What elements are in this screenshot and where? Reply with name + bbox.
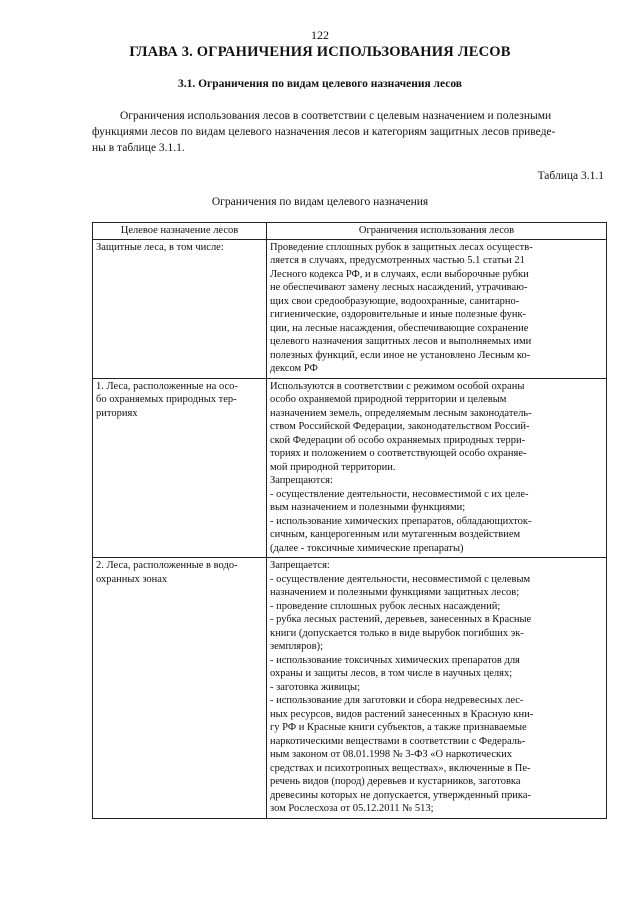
restriction-line: сичным, канцерогенным или мутагенным воздействием [270, 529, 521, 540]
restriction-line: ством Российской Федерации, законодательством Россий- [270, 421, 530, 432]
page-number: 122 [311, 28, 329, 42]
restriction-line: мой природной территории. [270, 461, 396, 473]
intro-paragraph [92, 108, 604, 156]
restriction-line: - заготовка живицы; [270, 681, 361, 693]
restriction-line: ториях и положением о соответствующей особо охраняе- [270, 448, 527, 459]
restriction-line: ции, на лесные насаждения, обеспечивающие сохранение [270, 322, 529, 334]
restriction-line: земпляров); [270, 641, 324, 652]
restriction-cell [267, 558, 607, 819]
restriction-line: наркотическими веществами в соответствии с Федераль- [270, 735, 526, 747]
purpose-line: 1. Леса, расположенные на осо- [96, 380, 238, 392]
restriction-line: щих свои средообразующие, водоохранные, санитарно- [270, 295, 520, 307]
header-restrictions: Ограничения использования лесов [267, 223, 607, 240]
purpose-line: охранных зонах [96, 573, 168, 585]
restriction-line: - использование для заготовки и сбора недревесных лес- [270, 695, 524, 706]
restriction-line: Используются в соответствии с режимом особой охраны [270, 380, 525, 392]
restriction-line: Запрещаются: [270, 475, 333, 486]
chapter-title: ГЛАВА 3. ОГРАНИЧЕНИЯ ИСПОЛЬЗОВАНИЯ ЛЕСОВ [129, 44, 511, 60]
restriction-line: целевого назначения защитных лесов и выполняемых ими [270, 336, 532, 347]
restriction-line: - осуществление деятельности, несовместимой с их целе- [270, 488, 529, 500]
restriction-line: Проведение сплошных рубок в защитных лесах осуществ- [270, 241, 533, 253]
table-row [93, 558, 607, 819]
restriction-line: - проведение сплошных рубок лесных насаждений; [270, 600, 501, 612]
restriction-cell [267, 239, 607, 378]
purpose-line: бо охраняемых природных тер- [96, 394, 237, 405]
section-title: 3.1. Ограничения по видам целевого назначения лесов [177, 78, 463, 90]
purpose-line: Защитные леса, в том числе: [96, 241, 224, 253]
restriction-line: не обеспечивают замену лесных насаждений, утрачиваю- [270, 282, 528, 293]
restriction-line: (далее - токсичные химические препараты) [270, 542, 464, 554]
purpose-line: 2. Леса, расположенные в водо- [96, 560, 238, 571]
purpose-cell [93, 239, 267, 378]
restriction-line: гигиенические, оздоровительные и иные полезные функ- [270, 309, 527, 320]
restriction-line: назначением земель, определяемым лесным законодатель- [270, 407, 532, 419]
restriction-line: книги (допускается только в виде вырубок погибших эк- [270, 627, 524, 639]
restriction-line: особо охраняемой природной территории и целевым [270, 394, 507, 405]
table-caption: Ограничения по видам целевого назначения [211, 196, 429, 208]
restriction-line: - использование химических препаратов, обладающихток- [270, 515, 532, 527]
restriction-line: дексом РФ [270, 363, 318, 374]
restriction-line: вым назначением и полезными функциями; [270, 502, 466, 513]
restriction-line: ных ресурсов, видов растений занесенных в Красную кни- [270, 708, 534, 720]
table-header-row [93, 223, 607, 240]
purpose-cell [93, 558, 267, 819]
header-purpose: Целевое назначение лесов [93, 223, 267, 240]
restriction-line: - рубка лесных растений, деревьев, занесенных в Красные [270, 614, 532, 625]
restriction-line: средствах и психотропных веществах», включенные в Пе- [270, 762, 531, 774]
restriction-line: Запрещается: [270, 560, 330, 571]
purpose-cell [93, 378, 267, 558]
restriction-line: гу РФ и Красные книги субъектов, а также признаваемые [270, 722, 527, 733]
restriction-line: зом Рослесхоза от 05.12.2011 № 513; [270, 803, 434, 814]
restriction-line: ской Федерации об особо охраняемых природных терри- [270, 434, 526, 446]
restriction-cell [267, 378, 607, 558]
intro-line: ны в таблице 3.1.1. [92, 142, 185, 154]
restriction-line: - использование токсичных химических препаратов для [270, 654, 520, 666]
restriction-line: речень видов (пород) деревьев и кустарников, заготовка [270, 776, 521, 787]
table-row [93, 239, 607, 378]
restriction-line: ным законом от 08.01.1998 № 3-ФЗ «О наркотических [270, 749, 512, 760]
restriction-line: назначением и полезными функциями защитных лесов; [270, 587, 520, 598]
intro-line: функциями лесов по видам целевого назначения лесов и категориям защитных лесов приведе- [92, 126, 556, 138]
restriction-line: охраны и защиты лесов, в том числе в научных целях; [270, 668, 513, 679]
restriction-line: полезных функций, если иное не установлено Лесным ко- [270, 349, 531, 361]
restrictions-table [92, 222, 607, 819]
table-label: Таблица 3.1.1 [537, 170, 604, 182]
restriction-line: Лесного кодекса РФ, и в случаях, если выборочные рубки [270, 268, 529, 280]
table-row [93, 378, 607, 558]
intro-line: Ограничения использования лесов в соответствии с целевым назначением и полезными [120, 110, 552, 122]
purpose-line: риториях [96, 407, 138, 419]
restriction-line: древесины которых не допускается, утвержденный прика- [270, 789, 531, 801]
restriction-line: ляется в случаях, предусмотренных частью 5.1 статьи 21 [270, 255, 525, 266]
restriction-line: - осуществление деятельности, несовместимой с целевым [270, 573, 531, 585]
